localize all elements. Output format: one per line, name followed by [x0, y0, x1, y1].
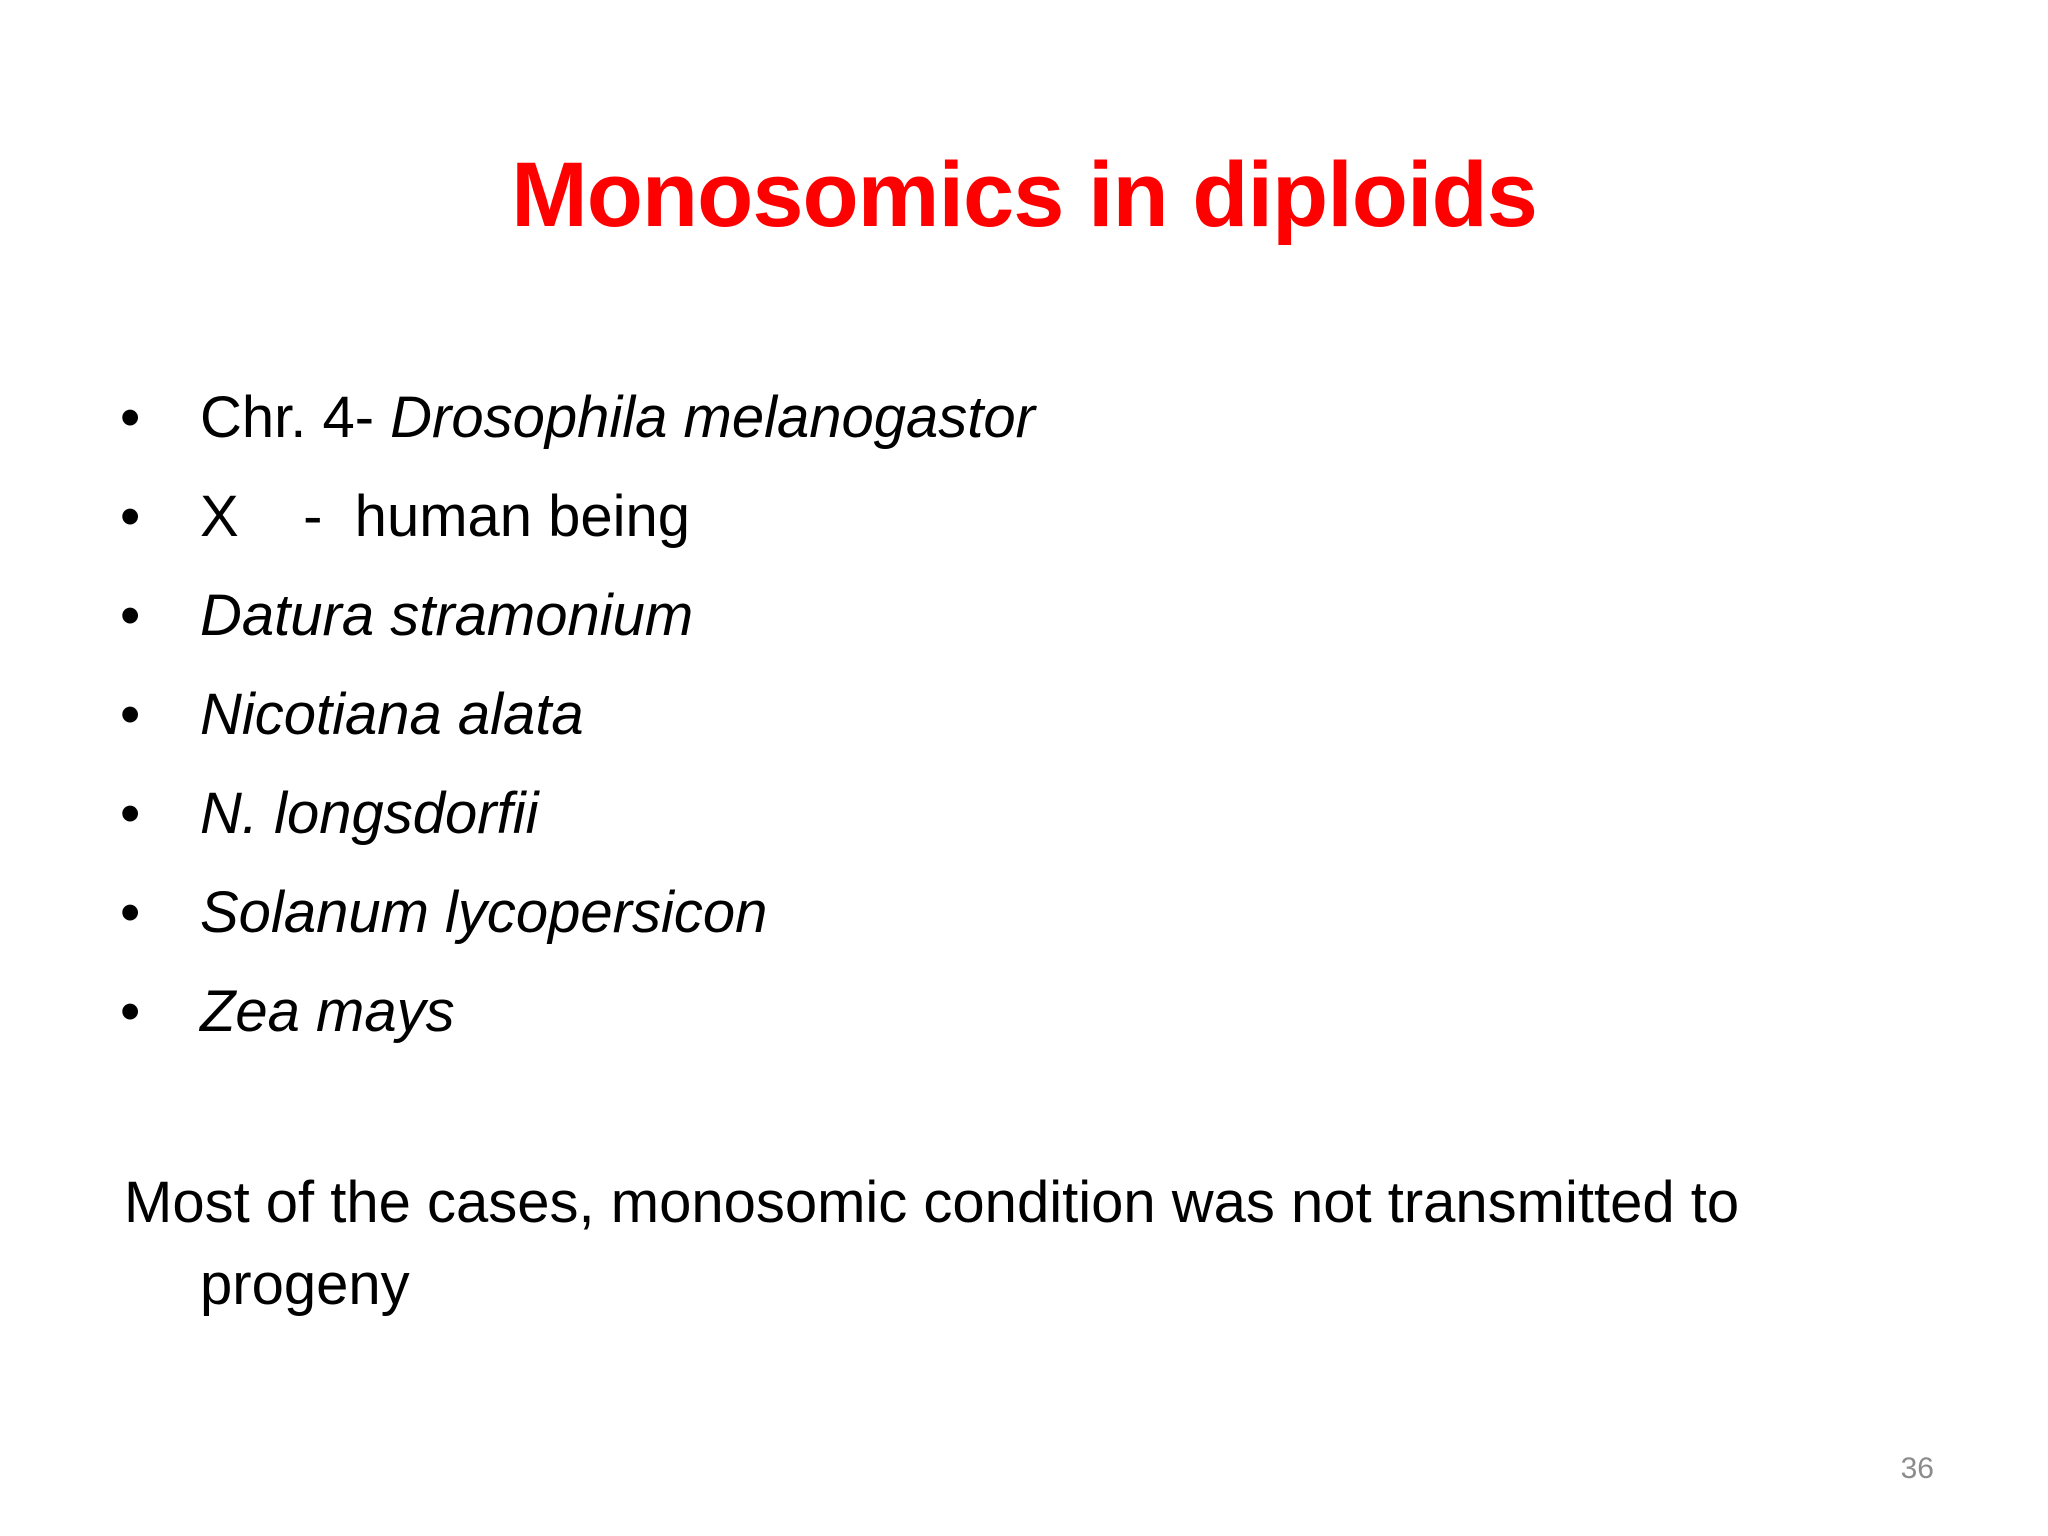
summary-note-line2: progeny	[200, 1252, 410, 1317]
list-item	[120, 368, 1035, 467]
species-name: N. longsdorfii	[200, 781, 539, 846]
bullet-text	[200, 467, 690, 566]
bullet-icon: •	[120, 682, 141, 747]
bullet-icon: •	[120, 583, 141, 648]
bullet-text	[200, 962, 455, 1061]
species-name: Solanum lycopersicon	[200, 880, 768, 945]
page-number: 36	[1900, 1452, 1934, 1485]
bullet-icon: •	[120, 880, 141, 945]
bullet-prefix: Chr. 4-	[200, 385, 391, 450]
species-name: Nicotiana alata	[200, 682, 584, 747]
species-name: Datura stramonium	[200, 583, 694, 648]
bullet-icon: •	[120, 781, 141, 846]
bullet-text	[200, 566, 693, 665]
species-name: Zea mays	[200, 979, 455, 1044]
list-item	[120, 962, 455, 1061]
list-item	[120, 467, 691, 566]
summary-note	[124, 1162, 1944, 1326]
bullet-icon: •	[120, 385, 141, 450]
list-item	[120, 566, 694, 665]
list-item	[120, 863, 768, 962]
bullet-text	[200, 665, 584, 764]
bullet-prefix: X - human being	[200, 484, 691, 549]
bullet-text	[200, 764, 538, 863]
bullet-icon: •	[120, 979, 141, 1044]
species-name: Drosophila melanogastor	[390, 385, 1035, 450]
bullet-text	[200, 863, 767, 962]
bullet-list	[120, 368, 1035, 1061]
slide-title: Monosomics in diploids	[511, 144, 1537, 246]
list-item	[120, 665, 584, 764]
bullet-icon: •	[120, 484, 141, 549]
bullet-text	[200, 368, 1035, 467]
summary-note-line1: Most of the cases, monosomic condition was not transmitted to	[124, 1170, 1740, 1235]
list-item	[120, 764, 539, 863]
